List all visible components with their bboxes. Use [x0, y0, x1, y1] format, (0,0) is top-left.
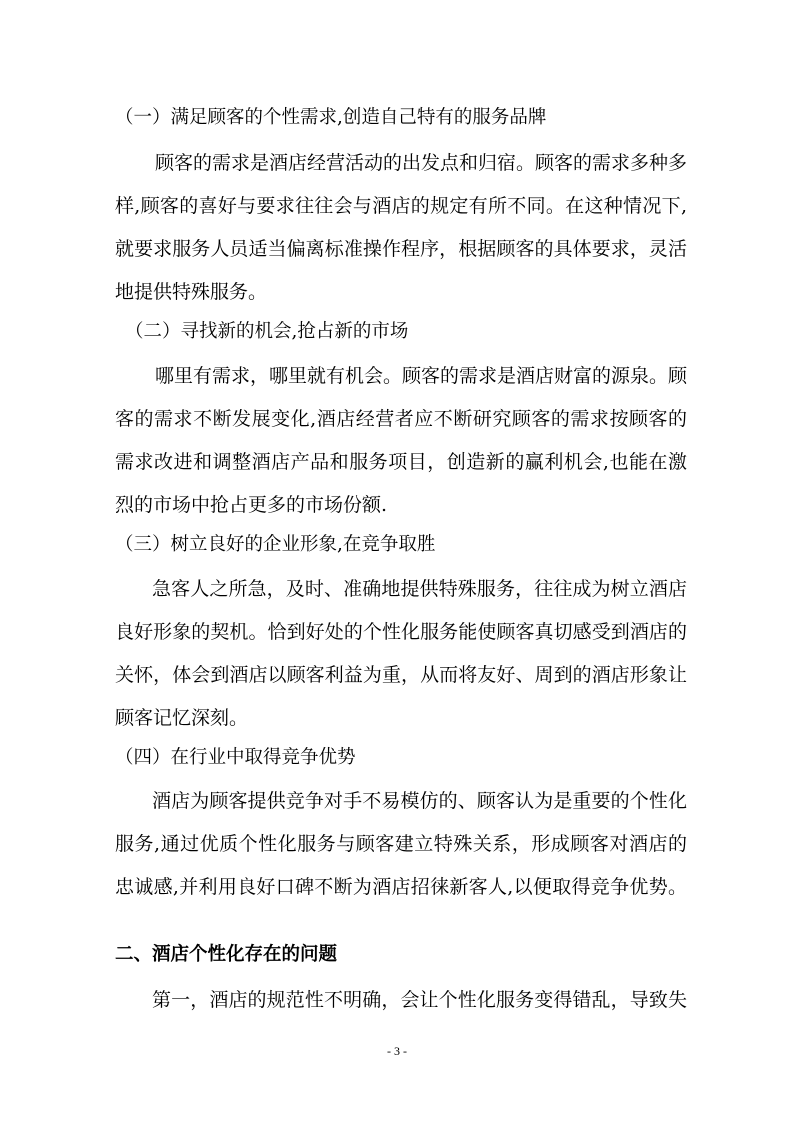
- paragraph-line: 地提供特殊服务。: [115, 281, 268, 303]
- paragraph-line: 哪里有需求，哪里就有机会。顾客的需求是酒店财富的源泉。顾: [155, 365, 687, 387]
- paragraph-line: 酒店为顾客提供竞争对手不易模仿的、顾客认为是重要的个性化: [152, 790, 687, 812]
- paragraph-line: 就要求服务人员适当偏离标准操作程序，根据顾客的具体要求，灵活: [115, 238, 687, 260]
- paragraph-line: 需求改进和调整酒店产品和服务项目，创造新的赢利机会,也能在激: [115, 451, 687, 473]
- paragraph-line: 顾客的需求是酒店经营活动的出发点和归宿。顾客的需求多种多: [155, 152, 687, 174]
- page-number: - 3 -: [387, 1044, 407, 1058]
- section-heading-3: （三）树立良好的企业形象,在竞争取胜: [115, 534, 436, 555]
- section-heading-4: （四）在行业中取得竞争优势: [115, 747, 356, 768]
- chapter-heading: 二、酒店个性化存在的问题: [115, 944, 338, 965]
- section-heading-1: （一）满足顾客的个性需求,创造自己特有的服务品牌: [115, 107, 547, 128]
- paragraph-line: 服务,通过优质个性化服务与顾客建立特殊关系，形成顾客对酒店的: [115, 833, 687, 855]
- paragraph-line: 忠诚感,并利用良好口碑不断为酒店招徕新客人,以便取得竞争优势。: [115, 876, 687, 898]
- section-heading-2: （二）寻找新的机会,抢占新的市场: [125, 321, 409, 342]
- paragraph-line: 烈的市场中抢占更多的市场份额.: [115, 494, 388, 516]
- paragraph-line: 第一，酒店的规范性不明确，会让个性化服务变得错乱，导致失: [152, 989, 687, 1011]
- paragraph-line: 顾客记忆深刻。: [115, 707, 249, 729]
- paragraph-line: 良好形象的契机。恰到好处的个性化服务能使顾客真切感受到酒店的: [115, 621, 687, 643]
- paragraph-line: 急客人之所急，及时、准确地提供特殊服务，往往成为树立酒店: [152, 578, 687, 600]
- paragraph-line: 关怀，体会到酒店以顾客利益为重，从而将友好、周到的酒店形象让: [115, 664, 687, 686]
- paragraph-line: 客的需求不断发展变化,酒店经营者应不断研究顾客的需求按顾客的: [115, 408, 687, 430]
- paragraph-line: 样,顾客的喜好与要求往往会与酒店的规定有所不同。在这种情况下,: [115, 195, 687, 217]
